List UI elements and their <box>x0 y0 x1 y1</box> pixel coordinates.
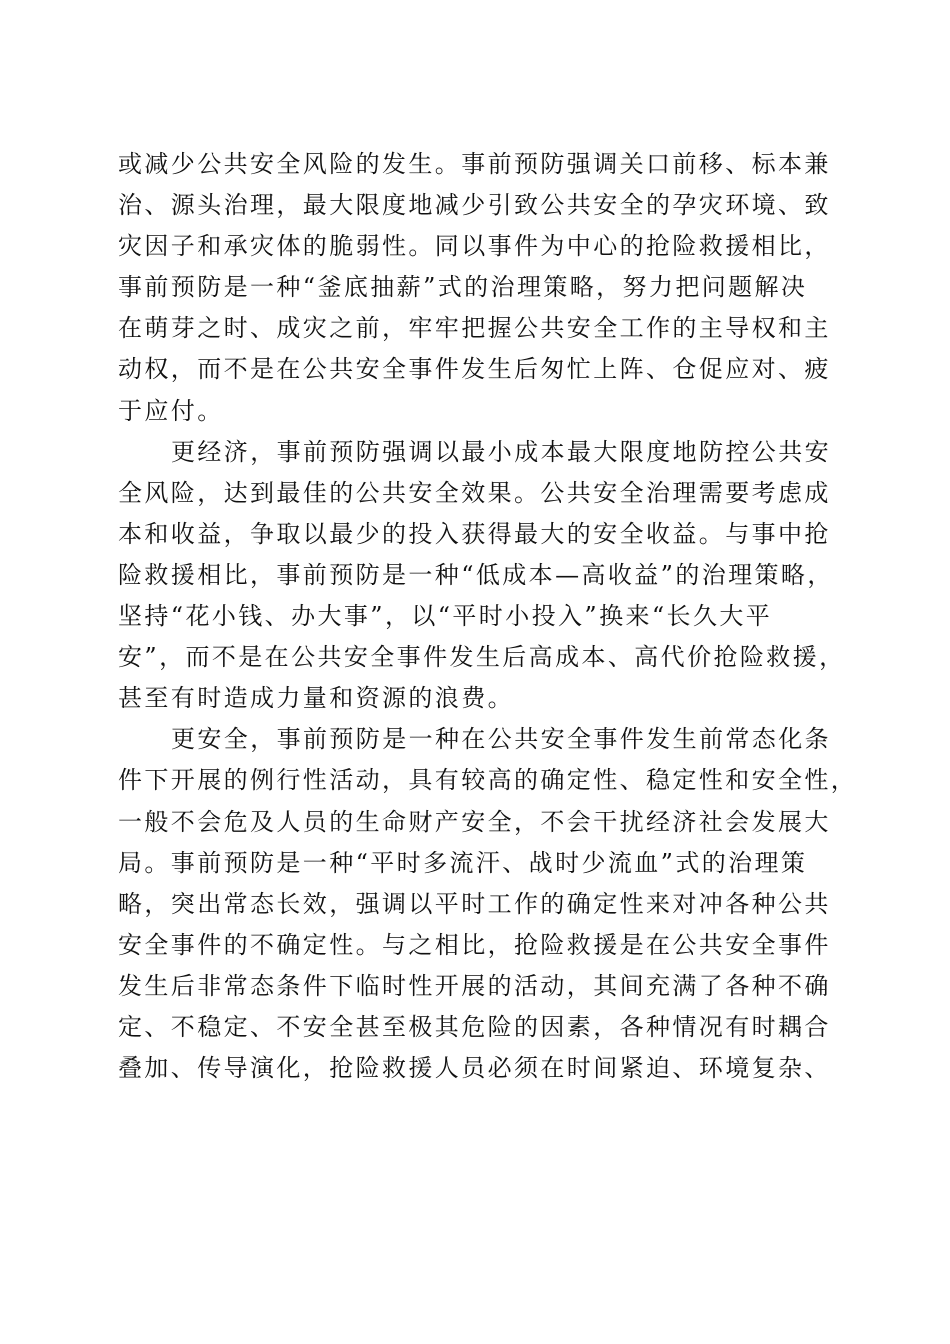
text-line: 于应付。 <box>118 396 224 425</box>
text-line: 件下开展的例行性活动，具有较高的确定性、稳定性和安全性， <box>118 766 858 795</box>
text-line: 或减少公共安全风险的发生。事前预防强调关口前移、标本兼 <box>118 150 831 178</box>
text-line: 在萌芽之时、成灾之前，牢牢把握公共安全工作的主导权和主 <box>118 314 831 343</box>
text-line: 定、不稳定、不安全甚至极其危险的因素，各种情况有时耦合 <box>118 1012 831 1041</box>
text-line: 灾因子和承灾体的脆弱性。同以事件为中心的抢险救援相比， <box>118 232 831 261</box>
text-line: 全风险，达到最佳的公共安全效果。公共安全治理需要考虑成 <box>118 478 831 507</box>
text-line: 叠加、传导演化，抢险救援人员必须在时间紧迫、环境复杂、 <box>118 1054 831 1083</box>
text-line: 发生后非常态条件下临时性开展的活动，其间充满了各种不确 <box>118 971 831 1000</box>
text-line: 本和收益，争取以最少的投入获得最大的安全收益。与事中抢 <box>118 519 831 548</box>
text-line: 略，突出常态长效，强调以平时工作的确定性来对冲各种公共 <box>118 889 831 918</box>
document-body <box>118 144 858 1089</box>
text-line: 安全事件的不确定性。与之相比，抢险救援是在公共安全事件 <box>118 930 831 959</box>
text-line: 治、源头治理，最大限度地减少引致公共安全的孕灾环境、致 <box>118 191 831 220</box>
text-line: 一般不会危及人员的生命财产安全，不会干扰经济社会发展大 <box>118 807 831 836</box>
text-line: 甚至有时造成力量和资源的浪费。 <box>118 684 514 713</box>
paragraph-first-line: 更经济，事前预防强调以最小成本最大限度地防控公共安 <box>171 437 831 466</box>
text-line: 局。事前预防是一种“平时多流汗、战时少流血”式的治理策 <box>118 848 808 877</box>
text-line: 动权，而不是在公共安全事件发生后匆忙上阵、仓促应对、疲 <box>118 355 831 384</box>
text-line: 安”，而不是在公共安全事件发生后高成本、高代价抢险救援， <box>118 643 846 672</box>
text-line: 坚持“花小钱、办大事”，以“平时小投入”换来“长久大平 <box>118 602 773 631</box>
text-line: 事前预防是一种“釜底抽薪”式的治理策略，努力把问题解决 <box>118 273 808 302</box>
paragraph-first-line: 更安全，事前预防是一种在公共安全事件发生前常态化条 <box>171 725 831 754</box>
text-line: 险救援相比，事前预防是一种“低成本—高收益”的治理策略， <box>118 560 834 589</box>
